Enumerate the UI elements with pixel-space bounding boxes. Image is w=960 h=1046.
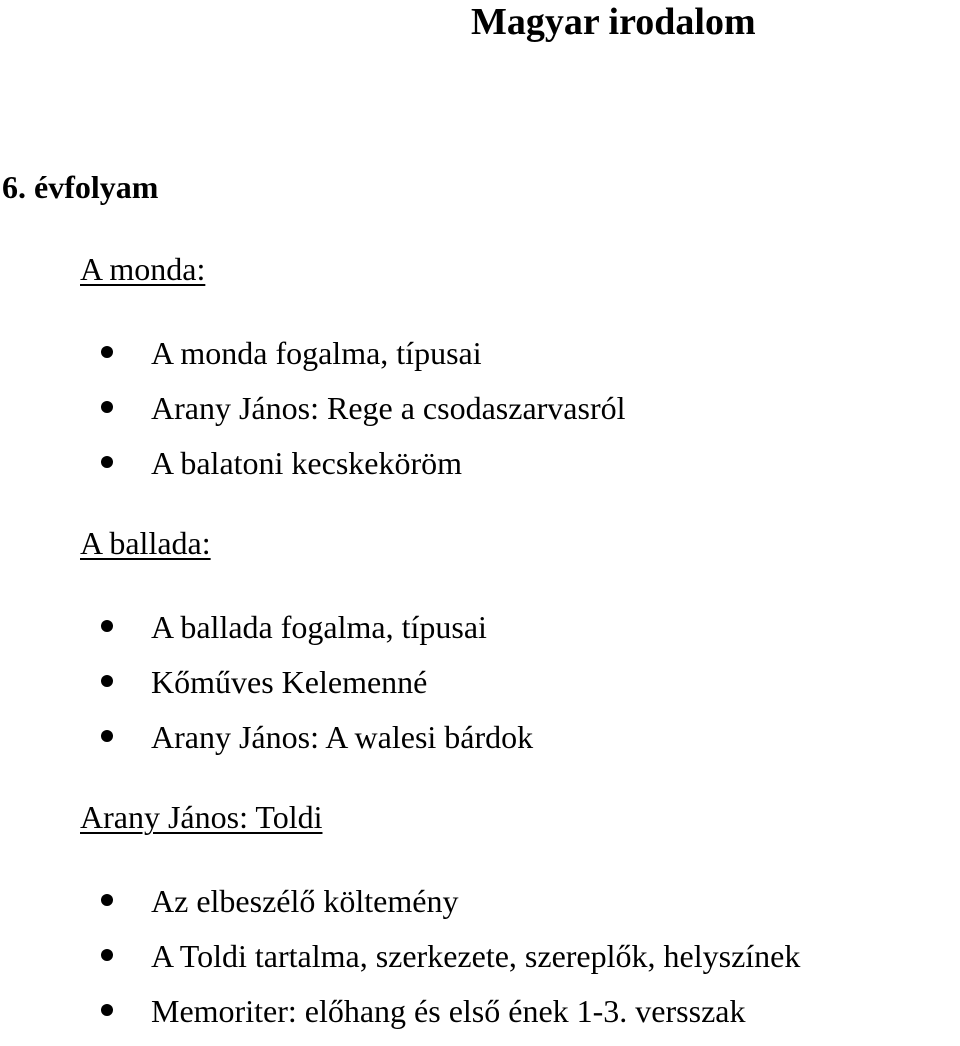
- bullet-icon: [101, 1004, 113, 1016]
- list-item-text: Arany János: A walesi bárdok: [151, 719, 534, 755]
- bullet-icon: [101, 346, 113, 358]
- section-heading-toldi: Arany János: Toldi: [80, 799, 323, 835]
- list-item-text: Az elbeszélő költemény: [151, 883, 459, 919]
- section-heading-monda: A monda:: [80, 251, 206, 287]
- bullet-icon: [101, 456, 113, 468]
- list-item-text: A ballada fogalma, típusai: [151, 609, 487, 645]
- list-item-text: Kőműves Kelemenné: [151, 664, 428, 700]
- bullet-icon: [101, 730, 113, 742]
- page-title: Magyar irodalom: [471, 1, 756, 43]
- grade-heading: 6. évfolyam: [2, 169, 159, 205]
- list-item-text: A Toldi tartalma, szerkezete, szereplők, helyszínek: [151, 938, 801, 974]
- bullet-icon: [101, 949, 113, 961]
- list-item-text: Arany János: Rege a csodaszarvasról: [151, 390, 626, 426]
- list-item-text: A balatoni kecskeköröm: [151, 445, 463, 481]
- bullet-icon: [101, 675, 113, 687]
- section-heading-ballada: A ballada:: [80, 525, 211, 561]
- bullet-icon: [101, 401, 113, 413]
- list-item-text: Memoriter: előhang és első ének 1-3. versszak: [151, 993, 746, 1029]
- bullet-icon: [101, 894, 113, 906]
- bullet-icon: [101, 620, 113, 632]
- list-item-text: A monda fogalma, típusai: [151, 335, 482, 371]
